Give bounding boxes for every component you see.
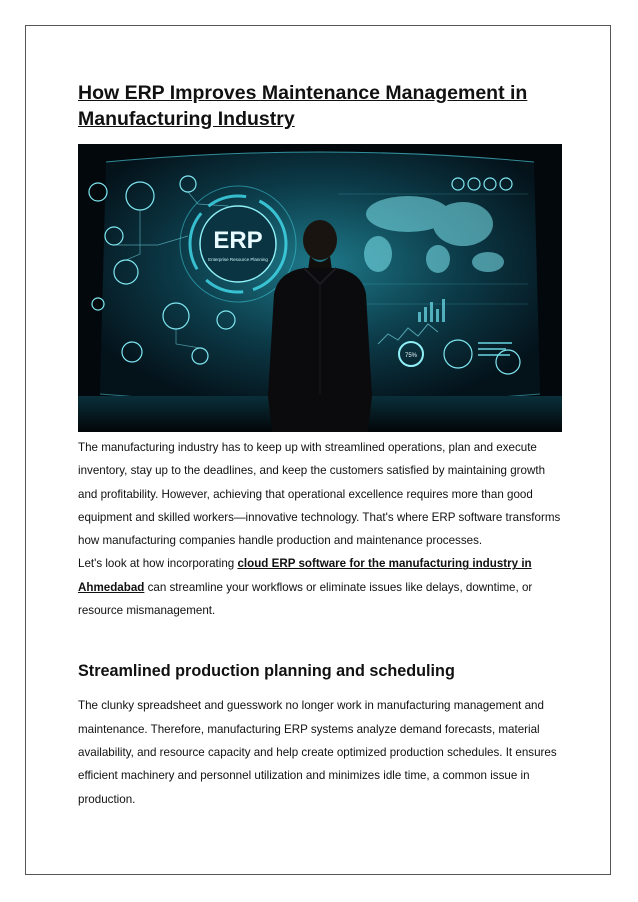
section-heading: Streamlined production planning and scheduling: [78, 662, 455, 681]
section-paragraph: The clunky spreadsheet and guesswork no longer work in manufacturing management and maintenance. Therefore, manufacturing ERP systems analyze demand forecasts, material availability, and resource capacity and help create optimized production schedules. It ensures efficient machinery and personnel utilization and minimizes idle time, a common issue in production.: [78, 699, 557, 806]
erp-label: ERP: [213, 227, 263, 254]
article-body: [78, 80, 562, 811]
intro-paragraph: The manufacturing industry has to keep up with streamlined operations, plan and execute inventory, stay up to the deadlines, and keep the customers satisfied by maintaining growth and profitability. However, achieving that operational excellence requires more than good equipment and skilled workers—innovative technology. That's where ERP software transforms how manufacturing companies handle production and maintenance processes.: [78, 441, 561, 548]
lead-text-after: can streamline your workflows or eliminate issues like delays, downtime, or resource mismanagement.: [78, 580, 533, 618]
article-title: How ERP Improves Maintenance Management in Manufacturing Industry: [78, 82, 528, 130]
cloud-erp-link[interactable]: cloud ERP software for the manufacturing industry in Ahmedabad: [78, 557, 532, 594]
lead-paragraph: [78, 552, 562, 622]
document-page: [25, 25, 611, 875]
percent-label: 75%: [404, 353, 418, 359]
erp-sublabel: Enterprise Resource Planning: [208, 257, 268, 262]
erp-dashboard-illustration: [78, 144, 562, 432]
lead-text-before: Let's look at how incorporating: [78, 557, 238, 571]
hero-image: [78, 144, 562, 432]
